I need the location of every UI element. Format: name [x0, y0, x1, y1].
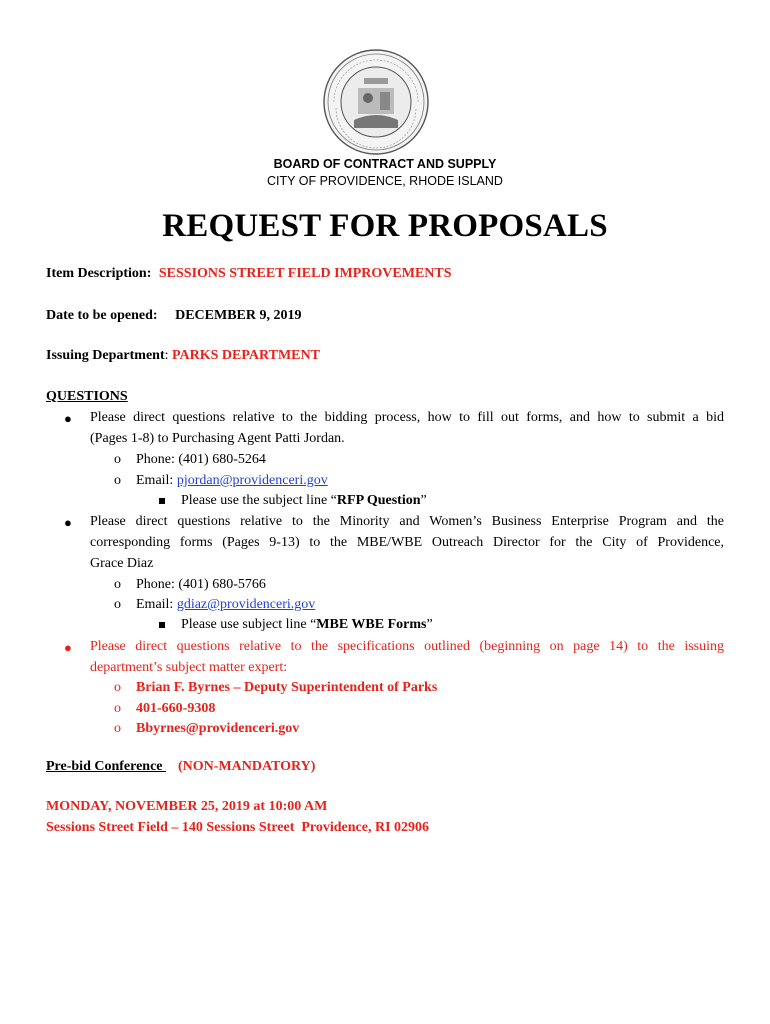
prebid-note: (NON-MANDATORY): [178, 759, 316, 774]
q1-email-label: Email:: [136, 473, 177, 488]
q2-subject-line: [181, 617, 433, 633]
q3-contact-phone: 401-660-9308: [136, 701, 216, 716]
hollow-bullet-icon: o: [114, 452, 121, 467]
prebid-label: Pre-bid Conference: [46, 759, 163, 774]
q2-subject-pre: Please use subject line “: [181, 617, 317, 632]
square-bullet-icon: [159, 622, 165, 628]
questions-heading: QUESTIONS: [46, 389, 128, 404]
city-seal-icon: [322, 48, 430, 156]
square-bullet-icon: [159, 498, 165, 504]
city-name: CITY OF PROVIDENCE, RHODE ISLAND: [267, 174, 503, 188]
hollow-bullet-icon: o: [114, 680, 121, 695]
q3-text-line1: Please direct questions relative to the specifications outlined (beginning on page 14) to the issuing: [90, 639, 724, 654]
bullet-icon: ●: [64, 515, 72, 530]
hollow-bullet-icon: o: [114, 701, 121, 716]
q3-contact-email: Bbyrnes@providenceri.gov: [136, 721, 300, 736]
q1-subject-pre: Please use the subject line “: [181, 493, 337, 508]
q1-phone: Phone: (401) 680-5264: [136, 452, 266, 467]
item-description: [46, 266, 452, 282]
q2-subject-post: ”: [426, 617, 433, 632]
q2-email-row: [136, 597, 315, 613]
q2-email-label: Email:: [136, 597, 177, 612]
item-description-label: Item Description:: [46, 266, 152, 281]
q1-text-line2: (Pages 1-8) to Purchasing Agent Patti Jordan.: [90, 431, 345, 446]
q2-subject-bold: MBE WBE Forms: [316, 617, 427, 632]
bullet-icon: ●: [64, 640, 72, 655]
issuing-department-colon: :: [164, 348, 169, 363]
prebid-datetime: MONDAY, NOVEMBER 25, 2019 at 10:00 AM: [46, 799, 328, 814]
q2-text-line1: Please direct questions relative to the Minority and Women’s Business Enterprise Program and the: [90, 514, 724, 529]
q1-subject-post: ”: [420, 493, 427, 508]
bullet-icon: ●: [64, 411, 72, 426]
q3-contact-name: Brian F. Byrnes – Deputy Superintendent of Parks: [136, 680, 438, 695]
item-description-value: SESSIONS STREET FIELD IMPROVEMENTS: [158, 266, 452, 281]
hollow-bullet-icon: o: [114, 597, 121, 612]
date-opened-value: DECEMBER 9, 2019: [175, 308, 302, 323]
prebid-underline-gap: [163, 759, 171, 775]
issuing-department: [46, 348, 320, 364]
issuing-department-value: PARKS DEPARTMENT: [172, 348, 320, 363]
q2-email-link[interactable]: gdiaz@providenceri.gov: [176, 597, 316, 612]
date-opened-label: Date to be opened:: [46, 308, 158, 323]
q1-email-row: [136, 473, 328, 489]
q1-subject-line: [181, 493, 427, 509]
q2-text-line3: Grace Diaz: [90, 556, 154, 571]
page-title: REQUEST FOR PROPOSALS: [162, 208, 608, 244]
hollow-bullet-icon: o: [114, 473, 121, 488]
q2-text-line2: corresponding forms (Pages 9-13) to the MBE/WBE Outreach Director for the City of Providence,: [90, 535, 724, 550]
q1-email-link[interactable]: pjordan@providenceri.gov: [176, 473, 328, 488]
board-name: BOARD OF CONTRACT AND SUPPLY: [273, 157, 497, 171]
q1-subject-bold: RFP Question: [336, 493, 421, 508]
q2-phone: Phone: (401) 680-5766: [136, 577, 266, 592]
prebid-conference: [46, 759, 315, 775]
date-opened: [46, 308, 302, 324]
hollow-bullet-icon: o: [114, 577, 121, 592]
prebid-location: Sessions Street Field – 140 Sessions Street Providence, RI 02906: [46, 820, 430, 835]
issuing-department-label: Issuing Department: [46, 348, 165, 363]
q1-text-line1: Please direct questions relative to the bidding process, how to fill out forms, and how to submit a bid: [90, 410, 724, 425]
q3-text-line2: department’s subject matter expert:: [90, 660, 288, 675]
hollow-bullet-icon: o: [114, 721, 121, 736]
